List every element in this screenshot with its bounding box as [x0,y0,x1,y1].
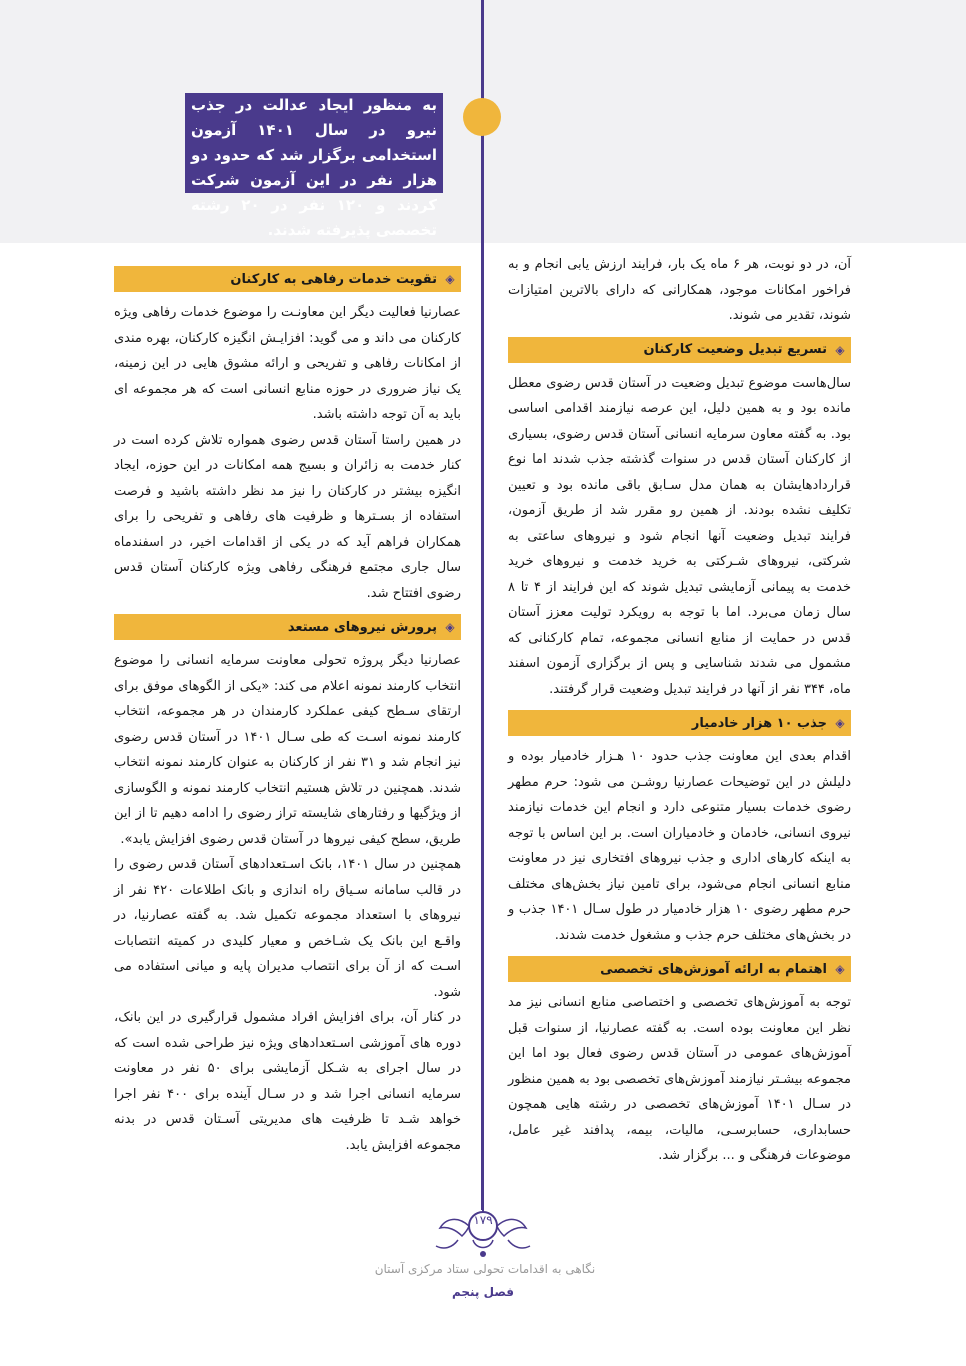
page-number: ۱۷۹ [473,1213,493,1227]
section-heading [508,710,851,736]
section-body: سال‌هاست موضوع تبدیل وضعیت در آستان قدس رضوی معطل مانده بود و به همین دلیل، این عرصه نیازمند اقدامی اساسی بود. به گفته معاون سرمایه انسانی آستان قدس رضوی، بسیاری از کارکنان آستان قدس در سنوات گذشته جذب شدند اما نوع قراردادهایشان به همان مدل سـابق باقی مانده بود و تعیین تکلیف نشده بودند. از همین رو مقرر شد از طریق آزمون، فرایند تبدیل وضعیت آنها انجام شود و نیروهای ساعتی به شرکتی، نیروهای شـرکتی به خرید خدمت و نیروهای خرید خدمت به پیمانی آزمایشی تبدیل شوند که این فرایند از ۴ تا ۸ سال زمان می‌برد. اما با توجه به رویکرد تولیت معزز آستان قدس در حمایت از منابع انسانی مجموعه، تمام کارکنانی که مشمول می شدند شناسایی و پس از برگزاری آزمون اسفند ماه، ۳۴۴ نفر از آنها در فرایند تبدیل وضعیت قرار گرفتند. [508,375,851,697]
center-divider [481,0,484,1210]
left-column [114,252,461,1158]
section-heading [508,337,851,363]
section-heading-text: پرورش نیروهای مستعد [287,619,437,635]
floral-ornament-icon [428,1196,538,1266]
chapter-label: فصل پنجم [451,1285,515,1299]
section-body: اقدام بعدی این معاونت جذب حدود ۱۰ هـزار خادمیار بوده و دلیلش در این توضیحات عصارنیا روشـن می شود: حرم مطهر رضوی خدمات بسیار متنوعی دارد و انجام این خدمات نیازمند نیروی انسانی، خادمان و خادمیاران است. بر این اساس با توجه به اینکه کارهای اداری و جذب نیروهای افتخاری نیز در معاونت منابع انسانی انجام می‌شود، برای تامین نیاز بخش‌های مختلف حرم مطهر رضوی ۱۰ هزار خادمیار در طول سـال ۱۴۰۱ جذب و در بخش‌های مختلف حرم جذب و مشغول خدمت شدند. [508,749,852,943]
book-title: نگاهی به اقدامات تحولی ستاد مرکزی آستان [374,1262,596,1276]
section-heading [508,956,851,982]
section-body: توجه به آموزش‌های تخصصی و اختصاصی منابع انسانی نیز مد نظر این معاونت بوده است. به گفته عصارنیا، از سنوات قبل آموزش‌های عمومی در آستان قدس رضوی فعال بود اما این مجموعه بیشـتر نیازمند آموزش‌های تخصصی بود به همین منظور در سـال ۱۴۰۱ آموزش‌های تخصصی در رشته هایی همچون حسابداری، حسابرسـی، مالیات، بیمه، پدافند غیر عامل، موضوعات فرهنگی و ... برگزار شد. [508,995,851,1163]
right-column [508,252,851,1169]
gold-circle-ornament [463,98,501,136]
section-heading-text: تسریع تبدیل وضعیت کارکنان [643,342,827,357]
pull-quote: به منظور ایجاد عدالت در جذب نیرو در سال ۱۴۰۱ آزمون استخدامی برگزار شد که حدود دو هزار نفر در این آزمون شرکت کردند و ۱۲۰ نفر در ۲۰ رشته تخصصی پذیرفته شدند. [185,93,443,193]
section-paragraph: همچنین در سال ۱۴۰۱، بانک اسـتعدادهای آستان قدس رضوی را در قالب سامانه سـیاق راه اندازی و بانک اطلاعات ۴۲۰ نفر از نیروهای با استعداد مجموعه تکمیل شد. به گفته عصارنیا، در واقـع این بانک یک شـاخص و معیار کلیدی در کمیته انتصابات اسـت که از آن برای انتصاب مدیران پایه و میانی استفاده می شود. [114,857,461,1000]
diamond-bullet-icon [833,716,847,730]
section-heading-text: تقویت خدمات رفاهی به کارکنان [230,271,437,287]
diamond-bullet-icon [443,620,457,634]
section-paragraph: عصارنیا دیگر پروژه تحولی معاونت سرمایه انسانی را موضوع انتخاب کارمند نمونه اعلام می کند: «یکی از الگوهای موفق برای ارتقای سـطح کیفی عملکرد کارمندان در هر مجموعه، انتخاب کارمند نمونه اسـت که طی سـال ۱۴۰۱ در آستان قدس رضوی نیز انجام شد و ۳۱ نفر از کارکنان به عنوان کارمند نمونه انتخاب شدند. همچنین در تلاش هستیم انتخاب کارمند نمونه و الگوسازی از ویژگیها و رفتارهای شایسته تراز رضوی را ادامه دهیم تا از این طریق، سطح کیفی نیروها در آستان قدس رضوی افزایش یابد». [114,653,461,847]
diamond-bullet-icon [833,962,847,976]
intro-paragraph: آن، در دو نوبت، هر ۶ ماه یک بار، فرایند ارزش یابی انجام و به فراخور امکانات موجود، همکارانی که دارای بالاترین امتیازات شوند، تقدیر می شوند. [508,257,851,323]
section-paragraph: در کنار آن، برای افزایش افراد مشمول قرارگیری در این بانک، دوره های آموزشی اسـتعدادهای ویژه نیز طراحی شده است که در سال اجرای به شـکل آزمایشی برای ۵۰ نفر در معاونت سرمایه انسانی اجرا شد و در سـال آینده برای ۴۰۰ نفر اجرا خواهد شـد تا ظرفیت های مدیریتی آسـتان قدس در بدنه مجموعه افزایش یابد. [114,1010,461,1153]
section-heading [114,266,461,292]
diamond-bullet-icon [833,343,847,357]
diamond-bullet-icon [443,272,457,286]
section-paragraph: عصارنیا فعالیت دیگر این معاونـت را موضوع خدمات رفاهی ویژه کارکنان می داند و می گوید: افزایـش انگیزه کارکنان، بهره مندی از امکانات رفاهی و تفریحی و ارائه مشوق هایی در این زمینه، یک نیاز ضروری در حوزه منابع انسانی است که هر مجموعه ای باید به آن توجه داشته باشد. [114,305,461,422]
section-paragraph: در همین راستا آستان قدس رضوی همواره تلاش کرده است در کنار خدمت به زائران و بسیج همه امکانات در این حوزه، ایجاد انگیزه بیشتر در کارکنان را نیز مد نظر داشته باشید و فرصت استفاده از بسـترها و ظرفیت های رفاهی و تفریحی را برای همکاران فراهم آید که در یکی از اقدامات اخیر، در اسفندماه سال جاری مجتمع فرهنگی رفاهی ویژه کارکنان آستان قدس رضوی افتتاح شد. [114,432,461,601]
section-heading-text: جذب ۱۰ هزار خادمیار [691,715,827,731]
section-heading [114,614,461,640]
section-heading-text: اهتمام به ارائه آموزش‌های تخصصی [600,961,827,977]
